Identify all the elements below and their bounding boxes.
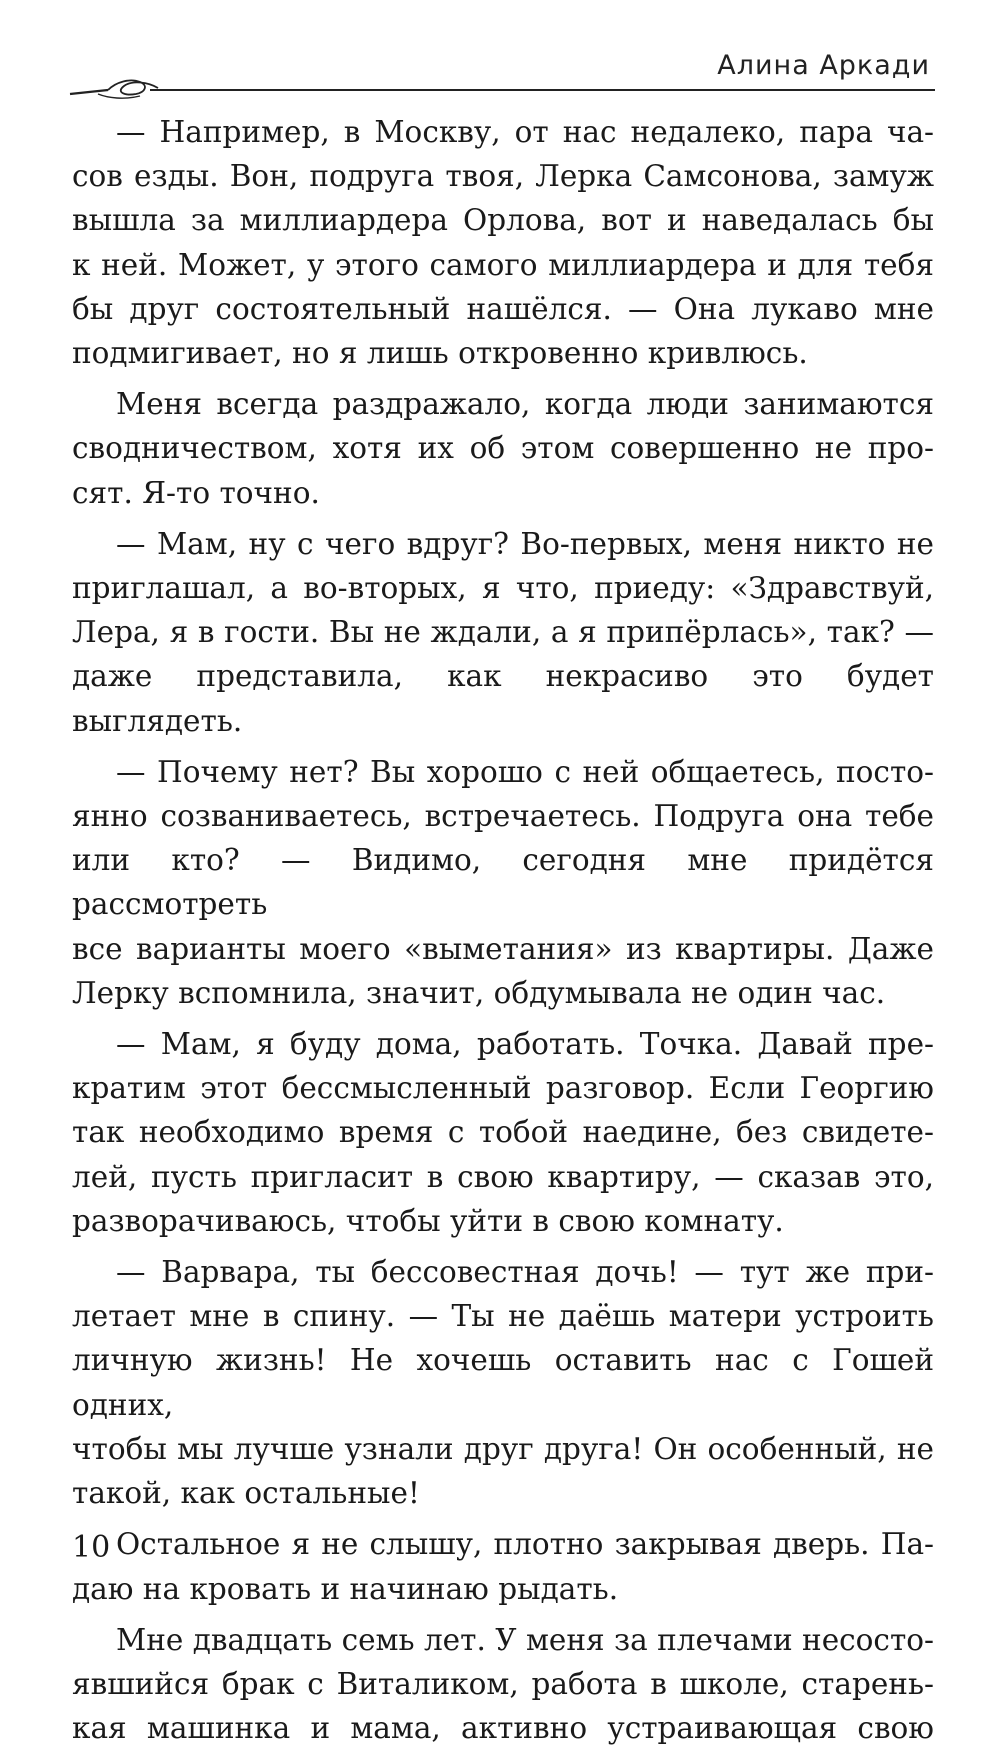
- text-line: Мне двадцать семь лет. У меня за плечами несосто-: [116, 1622, 934, 1657]
- text-line: или кто? — Видимо, сегодня мне придётся рассмотреть: [72, 843, 934, 922]
- text-line: — Мам, ну с чего вдруг? Во-первых, меня никто не: [116, 526, 934, 561]
- text-line: такой, как остальные!: [72, 1476, 420, 1511]
- paragraph: [72, 1618, 934, 1751]
- paragraph: [72, 522, 934, 743]
- text-line: Лерку вспомнила, значит, обдумывала не один час.: [72, 975, 886, 1010]
- header-rule: [150, 89, 935, 91]
- text-line: кратим этот бессмысленный разговор. Если Георгию: [72, 1071, 934, 1106]
- text-line: к ней. Может, у этого самого миллиардера и для тебя: [72, 247, 934, 282]
- text-line: сов езды. Вон, подруга твоя, Лерка Самсонова, замуж: [72, 159, 934, 194]
- text-line: даю на кровать и начинаю рыдать.: [72, 1571, 619, 1606]
- text-line: Остальное я не слышу, плотно закрывая дверь. Па-: [116, 1527, 934, 1562]
- text-line: — Например, в Москву, от нас недалеко, пара ча-: [116, 115, 934, 149]
- text-line: чтобы мы лучше узнали друг друга! Он особенный, не: [72, 1431, 934, 1466]
- text-line: разворачиваюсь, чтобы уйти в свою комнату.: [72, 1203, 784, 1238]
- body-text: [72, 110, 934, 1757]
- text-line: — Варвара, ты бессовестная дочь! — тут же при-: [116, 1255, 934, 1290]
- paragraph: [72, 1022, 934, 1243]
- text-line: сводничеством, хотя их об этом совершенно не про-: [72, 431, 934, 466]
- text-line: так необходимо время с тобой наедине, без свидете-: [72, 1115, 934, 1150]
- text-line: приглашал, а во-вторых, я что, приеду: «Здравствуй,: [72, 571, 934, 606]
- text-line: подмигивает, но я лишь откровенно кривлюсь.: [72, 336, 808, 371]
- text-line: — Мам, я буду дома, работать. Точка. Давай пре-: [116, 1027, 934, 1062]
- ornament-icon: [68, 72, 168, 104]
- text-line: вышла за миллиардера Орлова, вот и наведалась бы: [72, 203, 934, 238]
- text-line: явшийся брак с Виталиком, работа в школе, старень-: [72, 1666, 934, 1701]
- text-line: летает мне в спину. — Ты не даёшь матери устроить: [72, 1299, 934, 1334]
- text-line: — Почему нет? Вы хорошо с ней общаетесь, посто-: [116, 754, 934, 789]
- text-line: кая машинка и мама, активно устраивающая свою: [72, 1711, 934, 1746]
- paragraph: [72, 1250, 934, 1515]
- running-head-author: Алина Аркади: [717, 50, 930, 81]
- text-line: личную жизнь! Не хочешь оставить нас с Гошей одних,: [72, 1343, 934, 1422]
- text-line: сят. Я-то точно.: [72, 475, 320, 510]
- paragraph: [72, 750, 934, 1015]
- paragraph: [72, 110, 934, 375]
- text-line: янно созваниваетесь, встречаетесь. Подруга она тебе: [72, 799, 934, 834]
- text-line: бы друг состоятельный нашёлся. — Она лукаво мне: [72, 291, 934, 326]
- text-line: Лера, я в гости. Вы не ждали, а я припёрлась», так? —: [72, 615, 934, 650]
- page-number: 10: [72, 1530, 111, 1565]
- text-line: лей, пусть пригласит в свою квартиру, — сказав это,: [72, 1159, 934, 1194]
- text-line: даже представила, как некрасиво это будет выглядеть.: [72, 659, 934, 738]
- text-line: Меня всегда раздражало, когда люди занимаются: [116, 387, 934, 422]
- paragraph: [72, 382, 934, 515]
- paragraph: [72, 1522, 934, 1610]
- text-line: все варианты моего «выметания» из квартиры. Даже: [72, 931, 934, 966]
